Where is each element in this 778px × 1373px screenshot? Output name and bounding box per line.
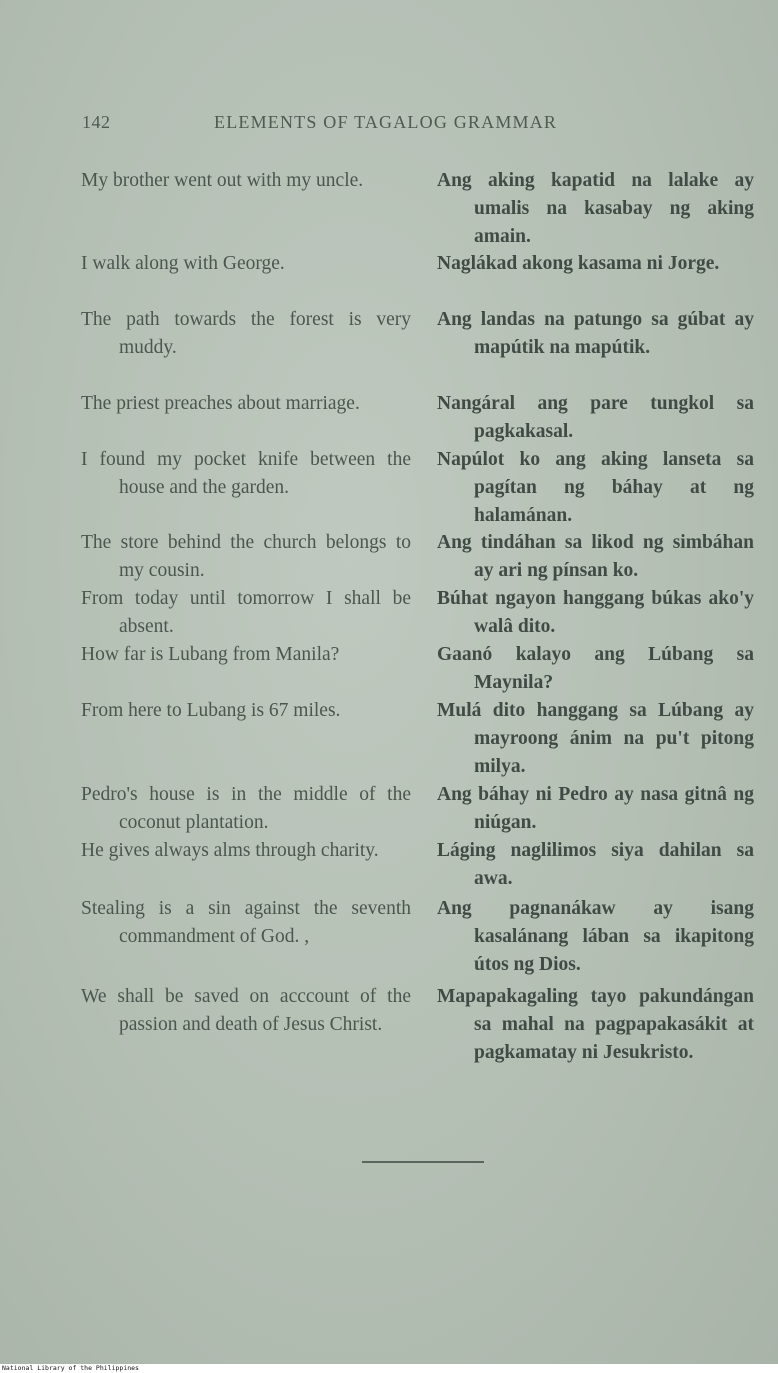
digitization-credit: National Library of the Philippines bbox=[2, 1364, 139, 1372]
tagalog-translation: Napúlot ko ang aking lanseta sa pagítan ng báhay at ng halamánan. bbox=[437, 449, 754, 526]
tagalog-translation: Ang landas na patungo sa gúbat ay mapútik na mapútik. bbox=[437, 309, 754, 358]
english-sentence: The store behind the church belongs to my cousin. bbox=[81, 532, 411, 581]
page-header bbox=[82, 112, 682, 140]
tagalog-translation: Gaanó kalayo ang Lúbang sa Maynila? bbox=[437, 644, 754, 693]
tagalog-translation: Búhat ngayon hanggang búkas ako'y walâ dito. bbox=[437, 588, 754, 637]
english-sentence: My brother went out with my uncle. bbox=[81, 170, 364, 191]
tagalog-translation: Naglákad akong kasama ni Jorge. bbox=[437, 253, 720, 274]
english-sentence: Pedro's house is in the middle of the coconut plantation. bbox=[81, 784, 411, 833]
tagalog-translation: Ang aking kapatid na lalake ay umalis na kasabay ng aking amain. bbox=[437, 170, 754, 247]
section-end-rule bbox=[362, 1161, 484, 1163]
tagalog-translation: Ang tindáhan sa likod ng simbáhan ay ari ng pínsan ko. bbox=[437, 532, 754, 581]
english-sentence: He gives always alms through charity. bbox=[81, 840, 379, 861]
english-sentence: We shall be saved on acccount of the passion and death of Jesus Christ. bbox=[81, 986, 411, 1035]
english-sentence: The priest preaches about marriage. bbox=[81, 393, 360, 414]
tagalog-translation: Nangáral ang pare tungkol sa pagkakasal. bbox=[437, 393, 754, 442]
english-sentence: I walk along with George. bbox=[81, 253, 285, 274]
english-sentence: The path towards the forest is very muddy. bbox=[81, 309, 411, 358]
english-sentence: From here to Lubang is 67 miles. bbox=[81, 700, 341, 721]
tagalog-translation: Mulá dito hanggang sa Lúbang ay mayroong ánim na pu't pitong milya. bbox=[437, 700, 754, 777]
tagalog-translation: Láging naglilimos siya dahilan sa awa. bbox=[437, 840, 754, 889]
english-sentence: I found my pocket knife between the house and the garden. bbox=[81, 449, 411, 498]
english-sentence: Stealing is a sin against the seventh commandment of God. , bbox=[81, 898, 411, 947]
tagalog-translation: Ang báhay ni Pedro ay nasa gitnâ ng niúgan. bbox=[437, 784, 754, 833]
running-title: ELEMENTS OF TAGALOG GRAMMAR bbox=[214, 112, 558, 132]
tagalog-translation: Mapapakagaling tayo pakundángan sa mahal na pagpapakasákit at pagkamatay ni Jesukristo. bbox=[437, 986, 754, 1063]
english-sentence: From today until tomorrow I shall be absent. bbox=[81, 588, 411, 637]
english-sentence: How far is Lubang from Manila? bbox=[81, 644, 340, 665]
page-number: 142 bbox=[82, 112, 111, 132]
tagalog-translation: Ang pagnanákaw ay isang kasalánang lában sa ikapitong útos ng Dios. bbox=[437, 898, 754, 975]
